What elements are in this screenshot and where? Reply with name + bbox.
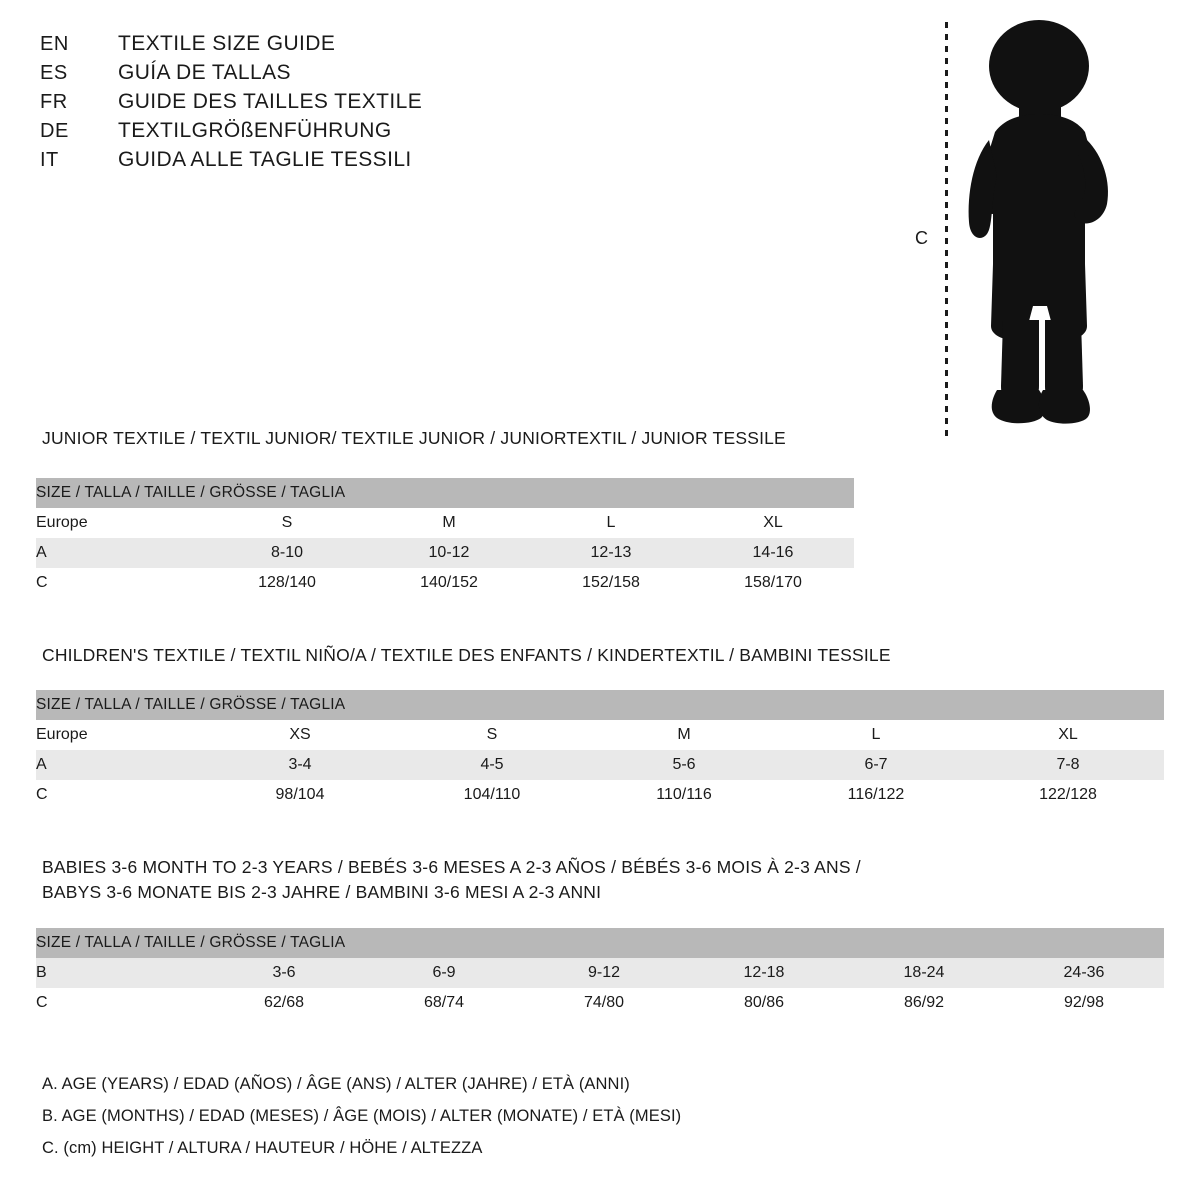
table-header-label: SIZE / TALLA / TAILLE / GRÖSSE / TAGLIA xyxy=(36,690,1164,720)
cell-value: XS xyxy=(204,720,396,750)
cell-value: 12-13 xyxy=(530,538,692,568)
cell-value: 68/74 xyxy=(364,988,524,1018)
table-row xyxy=(36,780,1164,810)
cell-value: 128/140 xyxy=(206,568,368,598)
cell-value: 140/152 xyxy=(368,568,530,598)
children-size-table xyxy=(36,690,1164,810)
title-text-it: GUIDA ALLE TAGLIE TESSILI xyxy=(118,148,412,171)
cell-value: L xyxy=(780,720,972,750)
cell-value: 3-4 xyxy=(204,750,396,780)
title-text-fr: GUIDE DES TAILLES TEXTILE xyxy=(118,90,423,113)
title-row-de xyxy=(40,119,422,148)
row-label: C xyxy=(36,568,206,598)
cell-value: 62/68 xyxy=(204,988,364,1018)
footnote-c: C. (cm) HEIGHT / ALTURA / HAUTEUR / HÖHE / ALTEZZA xyxy=(42,1139,483,1157)
row-label: B xyxy=(36,958,204,988)
cell-value: 110/116 xyxy=(588,780,780,810)
table-header-label: SIZE / TALLA / TAILLE / GRÖSSE / TAGLIA xyxy=(36,928,1164,958)
table-row xyxy=(36,958,1164,988)
cell-value: 8-10 xyxy=(206,538,368,568)
table-header-label: SIZE / TALLA / TAILLE / GRÖSSE / TAGLIA xyxy=(36,478,854,508)
cell-value: 3-6 xyxy=(204,958,364,988)
table-row xyxy=(36,720,1164,750)
table-header-row xyxy=(36,478,854,508)
cell-value: XL xyxy=(972,720,1164,750)
cell-value: 10-12 xyxy=(368,538,530,568)
cell-value: S xyxy=(396,720,588,750)
cell-value: 92/98 xyxy=(1004,988,1164,1018)
row-label: A xyxy=(36,750,204,780)
title-text-de: TEXTILGRÖßENFÜHRUNG xyxy=(118,119,392,142)
section-heading-junior: JUNIOR TEXTILE / TEXTIL JUNIOR/ TEXTILE JUNIOR / JUNIORTEXTIL / JUNIOR TESSILE xyxy=(42,428,786,448)
cell-value: 14-16 xyxy=(692,538,854,568)
title-lang-it: IT xyxy=(40,149,59,171)
title-row-fr xyxy=(40,90,422,119)
title-lang-de: DE xyxy=(40,120,69,142)
row-label: Europe xyxy=(36,508,206,538)
table-row xyxy=(36,750,1164,780)
title-lang-es: ES xyxy=(40,62,68,84)
title-text-es: GUÍA DE TALLAS xyxy=(118,61,291,84)
cell-value: 7-8 xyxy=(972,750,1164,780)
babies-size-table xyxy=(36,928,1164,1018)
section-heading-children: CHILDREN'S TEXTILE / TEXTIL NIÑO/A / TEXTILE DES ENFANTS / KINDERTEXTIL / BAMBINI TESSILE xyxy=(42,645,891,665)
title-lang-fr: FR xyxy=(40,91,68,113)
cell-value: L xyxy=(530,508,692,538)
cell-value: XL xyxy=(692,508,854,538)
title-block xyxy=(40,32,422,177)
cell-value: 24-36 xyxy=(1004,958,1164,988)
cell-value: 98/104 xyxy=(204,780,396,810)
cell-value: 152/158 xyxy=(530,568,692,598)
cell-value: 5-6 xyxy=(588,750,780,780)
title-lang-en: EN xyxy=(40,33,69,55)
cell-value: 80/86 xyxy=(684,988,844,1018)
table-row xyxy=(36,508,854,538)
cell-value: M xyxy=(368,508,530,538)
footnote-b: B. AGE (MONTHS) / EDAD (MESES) / ÂGE (MOIS) / ALTER (MONATE) / ETÀ (MESI) xyxy=(42,1107,682,1125)
title-text-en: TEXTILE SIZE GUIDE xyxy=(118,32,336,55)
table-row xyxy=(36,568,854,598)
cell-value: 122/128 xyxy=(972,780,1164,810)
section-heading-babies-line2: BABYS 3-6 MONATE BIS 2-3 JAHRE / BAMBINI 3-6 MESI A 2-3 ANNI xyxy=(42,882,602,903)
toddler-silhouette-icon xyxy=(935,14,1135,434)
title-row-it xyxy=(40,148,422,177)
cell-value: 12-18 xyxy=(684,958,844,988)
cell-value: 158/170 xyxy=(692,568,854,598)
row-label: C xyxy=(36,988,204,1018)
height-measure-label: C xyxy=(915,228,928,248)
table-row xyxy=(36,988,1164,1018)
cell-value: 4-5 xyxy=(396,750,588,780)
table-header-row xyxy=(36,690,1164,720)
table-row xyxy=(36,538,854,568)
cell-value: 116/122 xyxy=(780,780,972,810)
cell-value: 6-9 xyxy=(364,958,524,988)
junior-size-table xyxy=(36,478,854,598)
cell-value: M xyxy=(588,720,780,750)
cell-value: 104/110 xyxy=(396,780,588,810)
cell-value: 86/92 xyxy=(844,988,1004,1018)
cell-value: 6-7 xyxy=(780,750,972,780)
child-figure xyxy=(905,10,1165,430)
row-label: A xyxy=(36,538,206,568)
section-heading-babies-line1: BABIES 3-6 MONTH TO 2-3 YEARS / BEBÉS 3-6 MESES A 2-3 AÑOS / BÉBÉS 3-6 MOIS À 2-3 ANS / xyxy=(42,857,861,877)
row-label: C xyxy=(36,780,204,810)
title-row-en xyxy=(40,32,422,61)
title-row-es xyxy=(40,61,422,90)
cell-value: S xyxy=(206,508,368,538)
cell-value: 9-12 xyxy=(524,958,684,988)
footnote-a: A. AGE (YEARS) / EDAD (AÑOS) / ÂGE (ANS) / ALTER (JAHRE) / ETÀ (ANNI) xyxy=(42,1075,630,1093)
row-label: Europe xyxy=(36,720,204,750)
cell-value: 18-24 xyxy=(844,958,1004,988)
table-header-row xyxy=(36,928,1164,958)
footnotes xyxy=(42,1068,681,1164)
cell-value: 74/80 xyxy=(524,988,684,1018)
